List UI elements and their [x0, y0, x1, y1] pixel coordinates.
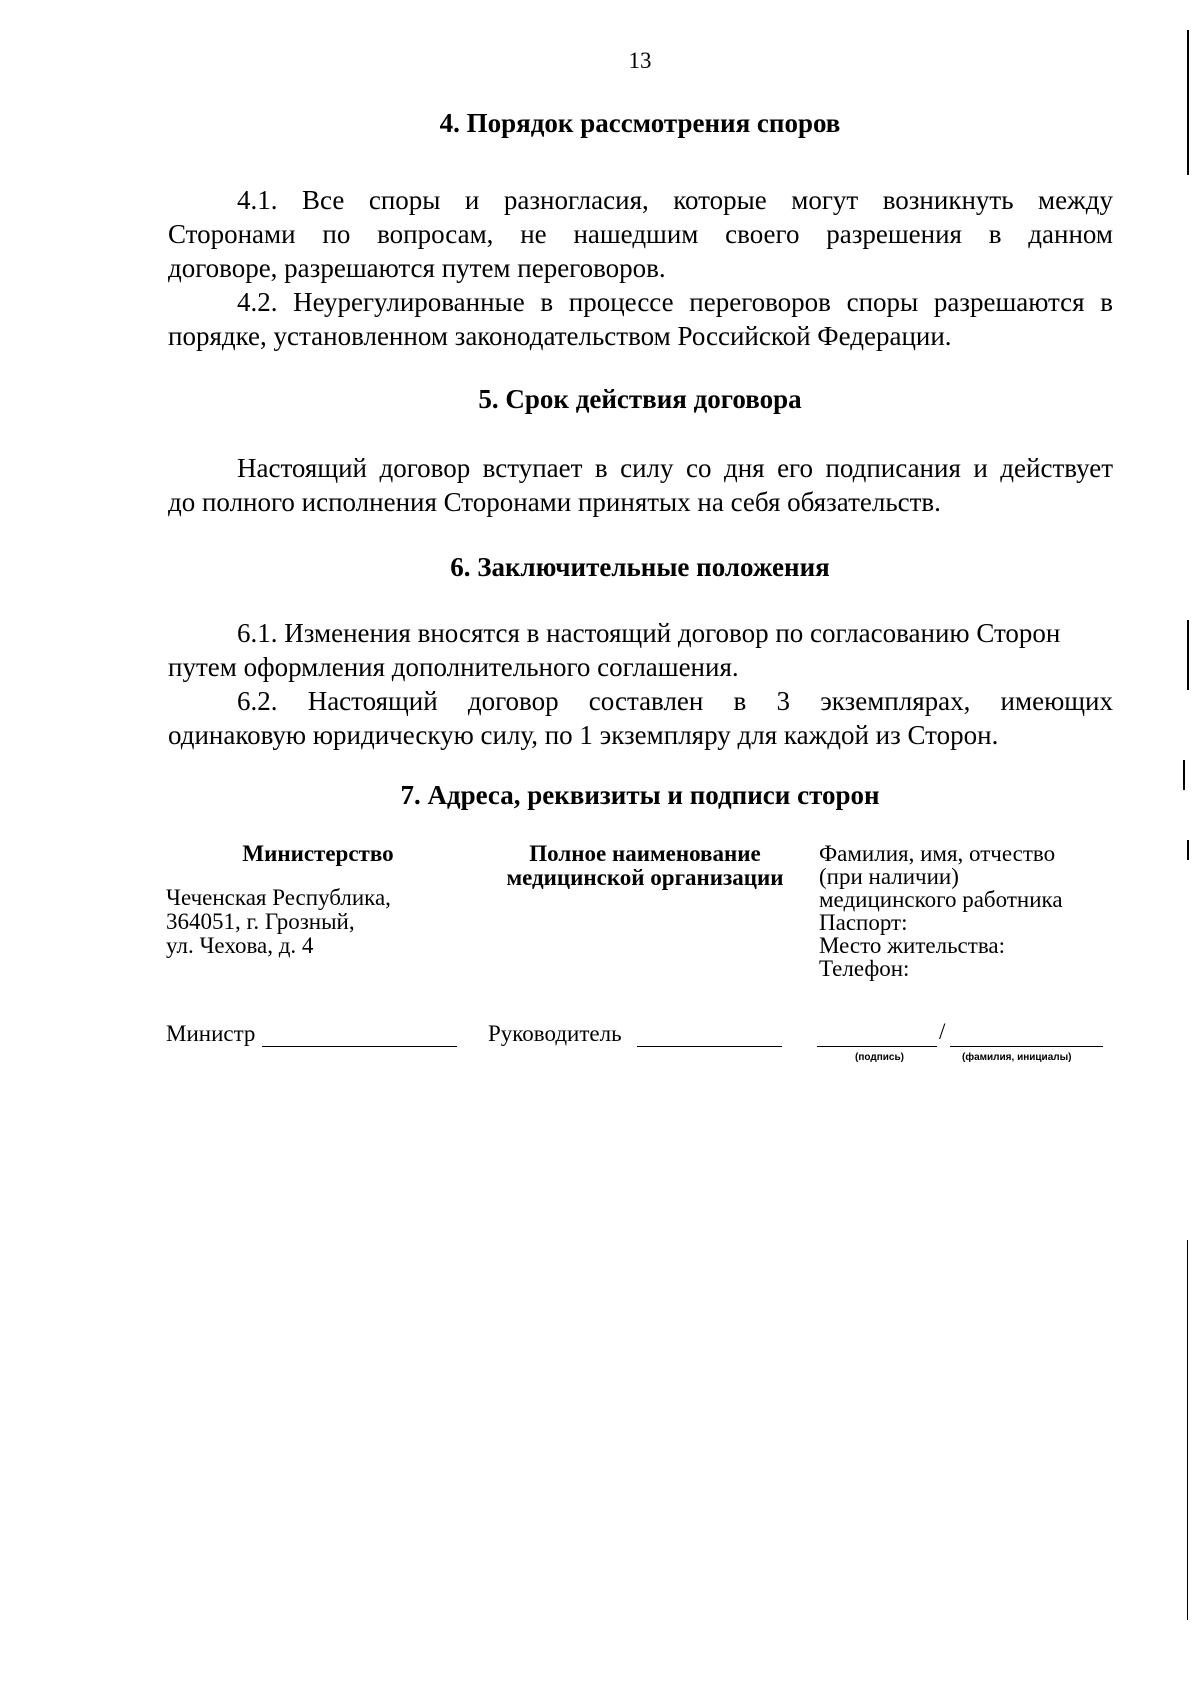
worker-residence-label: Место жительства: [819, 933, 1005, 958]
scan-edge-mark [1187, 30, 1189, 175]
worker-name-line [950, 1046, 1103, 1047]
section-4-title: 4. Порядок рассмотрения споров [439, 108, 841, 138]
scan-edge-mark [1187, 620, 1189, 690]
worker-signature-line [817, 1046, 937, 1047]
section-5-title: 5. Срок действия договора [478, 384, 802, 414]
organization-heading-line-1: Полное наименование [529, 841, 761, 866]
page-number: 13 [628, 48, 652, 73]
section-4-2-line-1: 4.2. Неурегулированные в процессе переговоров споры разрешаются в [237, 287, 1113, 317]
signature-caption: (подпись) [855, 1052, 904, 1063]
worker-phone-label: Телефон: [819, 956, 910, 981]
section-6-2-line-1: 6.2. Настоящий договор составлен в 3 экземплярах, имеющих [237, 686, 1113, 716]
section-7-title: 7. Адреса, реквизиты и подписи сторон [400, 780, 880, 810]
ministry-address-line-2: 364051, г. Грозный, [166, 909, 355, 934]
section-4-1-line-2: Сторонами по вопросам, не нашедшим своего разрешения в данном [168, 219, 1113, 249]
section-5-line-2: до полного исполнения Сторонами принятых на себя обязательств. [168, 487, 941, 517]
worker-line-2: (при наличии) [819, 864, 959, 889]
minister-signature-line [262, 1046, 457, 1047]
name-initials-caption: (фамилия, инициалы) [962, 1052, 1072, 1063]
section-6-title: 6. Заключительные положения [450, 552, 830, 582]
section-4-1-line-3: договоре, разрешаются путем переговоров. [168, 253, 666, 283]
worker-passport-label: Паспорт: [819, 910, 908, 935]
section-6-1-line-1: 6.1. Изменения вносятся в настоящий договор по согласованию Сторон [237, 618, 1061, 648]
minister-signature-label: Министр [166, 1021, 256, 1046]
worker-line-3: медицинского работника [819, 887, 1063, 912]
head-signature-line [637, 1046, 782, 1047]
ministry-address-line-1: Чеченская Республика, [166, 885, 391, 910]
section-6-1-line-2: путем оформления дополнительного соглашения. [168, 652, 739, 682]
ministry-heading: Министерство [242, 841, 394, 866]
section-5-line-1: Настоящий договор вступает в силу со дня его подписания и действует [237, 453, 1113, 483]
scan-edge-mark [1187, 840, 1189, 860]
ministry-address-line-3: ул. Чехова, д. 4 [166, 933, 314, 958]
worker-line-1: Фамилия, имя, отчество [819, 841, 1056, 866]
organization-heading-line-2: медицинской организации [506, 865, 784, 890]
section-4-2-line-2: порядке, установленном законодательством Российской Федерации. [168, 321, 952, 351]
signature-slash: / [939, 1019, 946, 1044]
head-signature-label: Руководитель [488, 1021, 622, 1046]
section-4-1-line-1: 4.1. Все споры и разногласия, которые могут возникнуть между [237, 185, 1113, 215]
section-6-2-line-2: одинаковую юридическую силу, по 1 экземпляру для каждой из Сторон. [168, 720, 999, 750]
scan-edge-mark [1183, 760, 1185, 790]
scan-edge-mark [1187, 1240, 1188, 1620]
